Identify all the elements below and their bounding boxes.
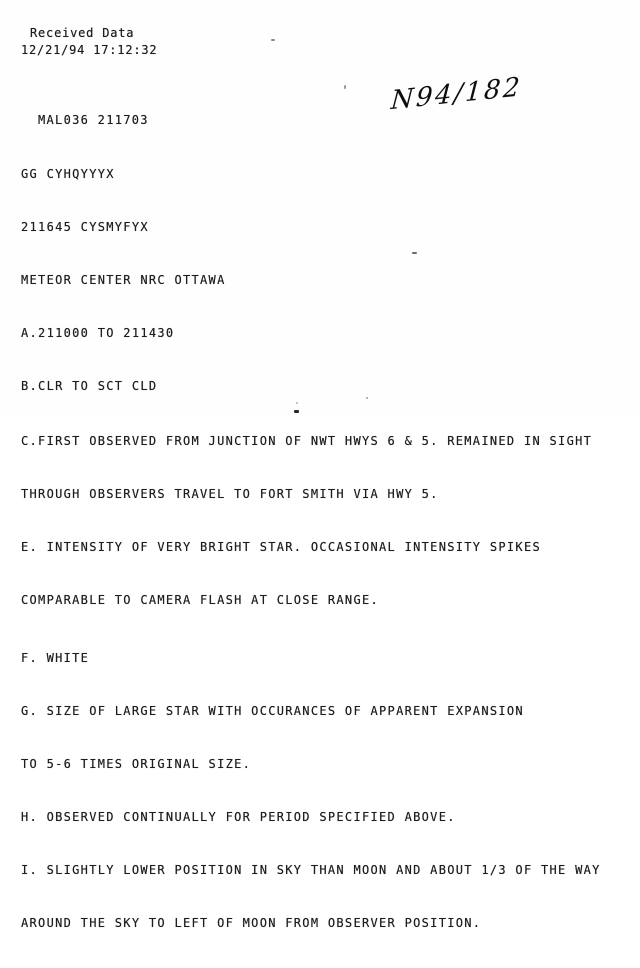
message-line-item-h: H. OBSERVED CONTINUALLY FOR PERIOD SPECIFIED ABOVE. <box>21 809 456 824</box>
message-line-item-c: C.FIRST OBSERVED FROM JUNCTION OF NWT HWYS 6 & 5. REMAINED IN SIGHT <box>21 434 593 449</box>
message-line-item-i: I. SLIGHTLY LOWER POSITION IN SKY THAN MOON AND ABOUT 1/3 OF THE WAY <box>21 862 601 877</box>
received-data-label: Received Data <box>30 26 135 40</box>
scan-speck <box>412 252 417 254</box>
scan-speck <box>366 397 368 399</box>
scan-speck <box>271 39 275 41</box>
message-line-item-b: B.CLR TO SCT CLD <box>21 378 158 393</box>
message-line-item-f: F. WHITE <box>21 650 90 665</box>
message-line-addressee: METEOR CENTER NRC OTTAWA <box>21 272 226 287</box>
message-line-routing-id: MAL036 211703 <box>38 113 149 128</box>
message-line-item-e-cont: COMPARABLE TO CAMERA FLASH AT CLOSE RANGE. <box>21 593 380 608</box>
message-line-routing-gg: GG CYHQYYYX <box>21 166 115 181</box>
message-line-item-g-cont: TO 5-6 TIMES ORIGINAL SIZE. <box>21 756 252 771</box>
scan-speck <box>344 85 346 89</box>
scan-speck <box>296 402 298 404</box>
received-timestamp: 12/21/94 17:12:32 <box>21 43 158 57</box>
teletype-message-body <box>21 77 601 968</box>
message-line-routing-origin: 211645 CYSMYFYX <box>21 219 149 234</box>
message-line-item-i-cont: AROUND THE SKY TO LEFT OF MOON FROM OBSERVER POSITION. <box>21 916 482 931</box>
message-line-item-a: A.211000 TO 211430 <box>21 325 175 340</box>
message-line-item-c-cont: THROUGH OBSERVERS TRAVEL TO FORT SMITH VIA HWY 5. <box>21 487 439 502</box>
handwritten-registry-number: N94/182 <box>389 72 524 117</box>
scan-speck <box>294 410 299 413</box>
message-line-item-g: G. SIZE OF LARGE STAR WITH OCCURANCES OF APPARENT EXPANSION <box>21 703 524 718</box>
message-line-item-e: E. INTENSITY OF VERY BRIGHT STAR. OCCASIONAL INTENSITY SPIKES <box>21 540 542 555</box>
